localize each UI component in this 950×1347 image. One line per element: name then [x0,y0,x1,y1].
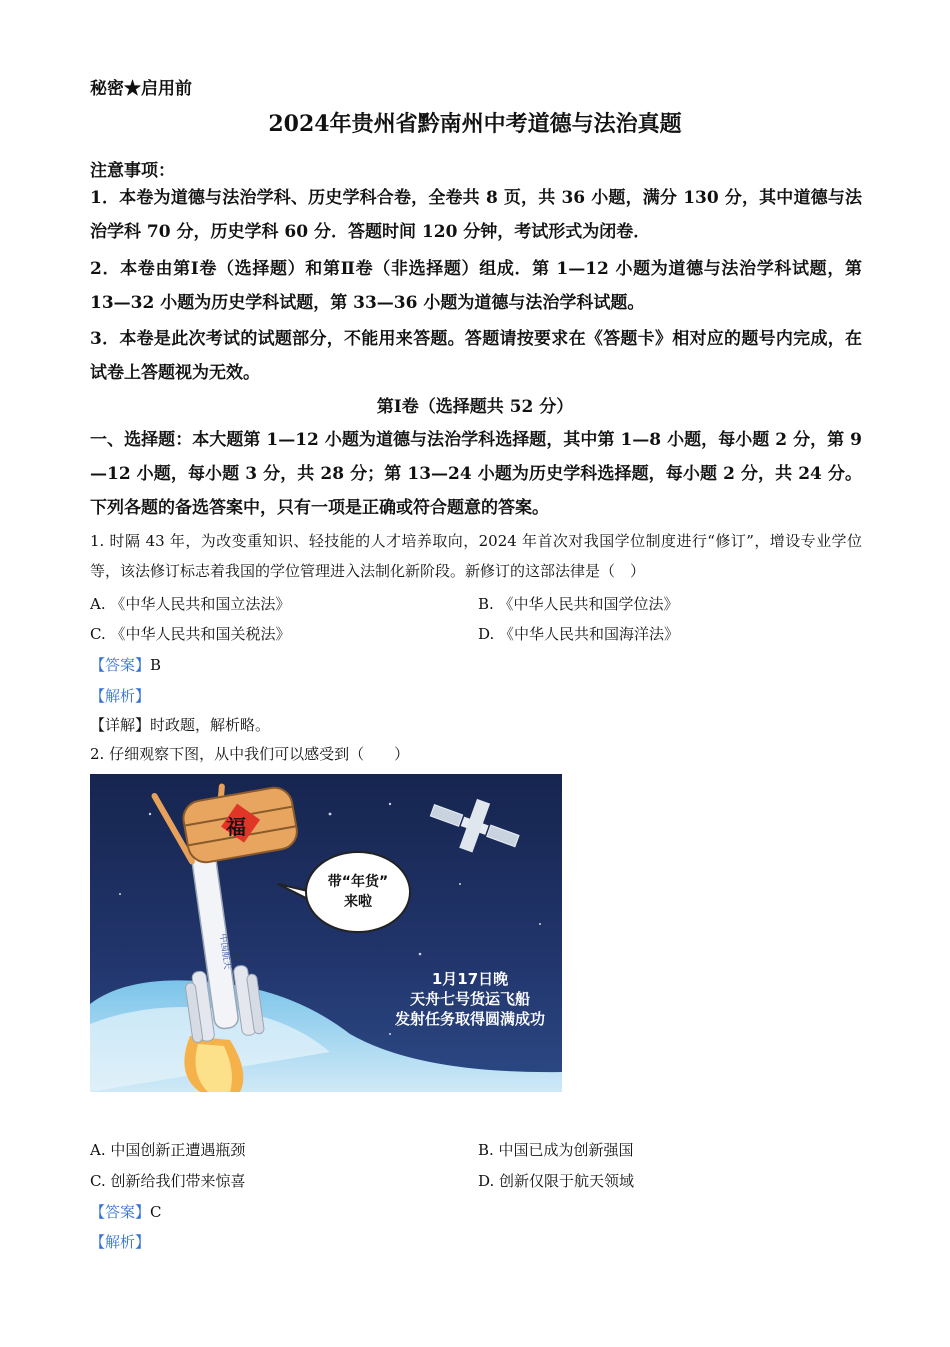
notice-item-3: 3．本卷是此次考试的试题部分，不能用来答题。答题请按要求在《答题卡》相对应的题号内完成，在试卷上答题视为无效。 [90,329,862,383]
bubble-line-1: 带“年货” [327,874,389,890]
detail-text: 时政题，解析略。 [150,716,271,734]
q2-option-a: A. 中国创新正遭遇瓶颈 [90,1141,246,1159]
q1-option-c: C. 《中华人民共和国关税法》 [90,625,291,643]
q2-option-d: D. 创新仅限于航天领域 [478,1172,635,1190]
answer-tag: 【答案】 [90,1203,151,1221]
rocket-cartoon-image [90,774,562,1092]
volume-title: 第Ⅰ卷（选择题共 52 分） [376,397,574,417]
confidential-label: 秘密★启用前 [90,79,192,99]
notice-item-2: 2．本卷由第Ⅰ卷（选择题）和第Ⅱ卷（非选择题）组成．第 1—12 小题为道德与法治学科试题，第 13—32 小题为历史学科试题，第 33—36 小题为道德与法治学科试题。 [90,259,862,313]
notice-heading: 注意事项： [90,161,175,181]
question-1-stem: 1. 时隔 43 年，为改变重知识、轻技能的人才培养取向，2024 年首次对我国学位制度进行“修订”，增设专业学位等，该法修订标志着我国的学位管理进入法制化新阶段。新修订的这部法律是（ ） [90,532,862,580]
q2-analysis-tag: 【解析】 [90,1233,151,1251]
q2-option-c: C. 创新给我们带来惊喜 [90,1172,246,1190]
q1-option-d: D. 《中华人民共和国海洋法》 [478,625,680,643]
q1-option-a: A. 《中华人民共和国立法法》 [90,595,291,613]
caption-line-1: 1月17日晚 [431,970,509,988]
page-title: 2024年贵州省黔南州中考道德与法治真题 [268,111,682,137]
section-intro: 一、选择题：本大题第 1—12 小题为道德与法治学科选择题，其中第 1—8 小题，每小题 2 分，第 9—12 小题，每小题 3 分，共 28 分；第 13—24 小题为历史学科选择题，每小题 2 分，共 24 分。下列各题的备选答案中，只有一项是正确或符合题意的答案。 [90,430,862,518]
q1-analysis-tag: 【解析】 [90,687,151,705]
notice-item-1: 1．本卷为道德与法治学科、历史学科合卷，全卷共 8 页，共 36 小题，满分 130 分，其中道德与法治学科 70 分，历史学科 60 分．答题时间 120 分钟，考试形式为闭卷． [90,188,862,242]
answer-value: B [150,656,162,674]
caption-line-3: 发射任务取得圆满成功 [394,1010,546,1028]
q2-option-b: B. 中国已成为创新强国 [478,1141,634,1159]
caption-line-2: 天舟七号货运飞船 [409,990,531,1008]
answer-value: C [150,1203,162,1221]
q1-detail-line [90,714,270,735]
rocket-label: 中国航天 [217,933,232,971]
q2-answer-line [90,1201,162,1222]
fu-character: 福 [226,815,246,839]
question-2-stem: 2. 仔细观察下图，从中我们可以感受到（ ） [90,745,410,763]
q1-answer-line [90,654,161,675]
bubble-line-2: 来啦 [344,894,372,910]
detail-tag: 【详解】 [90,716,151,734]
q1-option-b: B. 《中华人民共和国学位法》 [478,595,679,613]
answer-tag: 【答案】 [90,656,151,674]
